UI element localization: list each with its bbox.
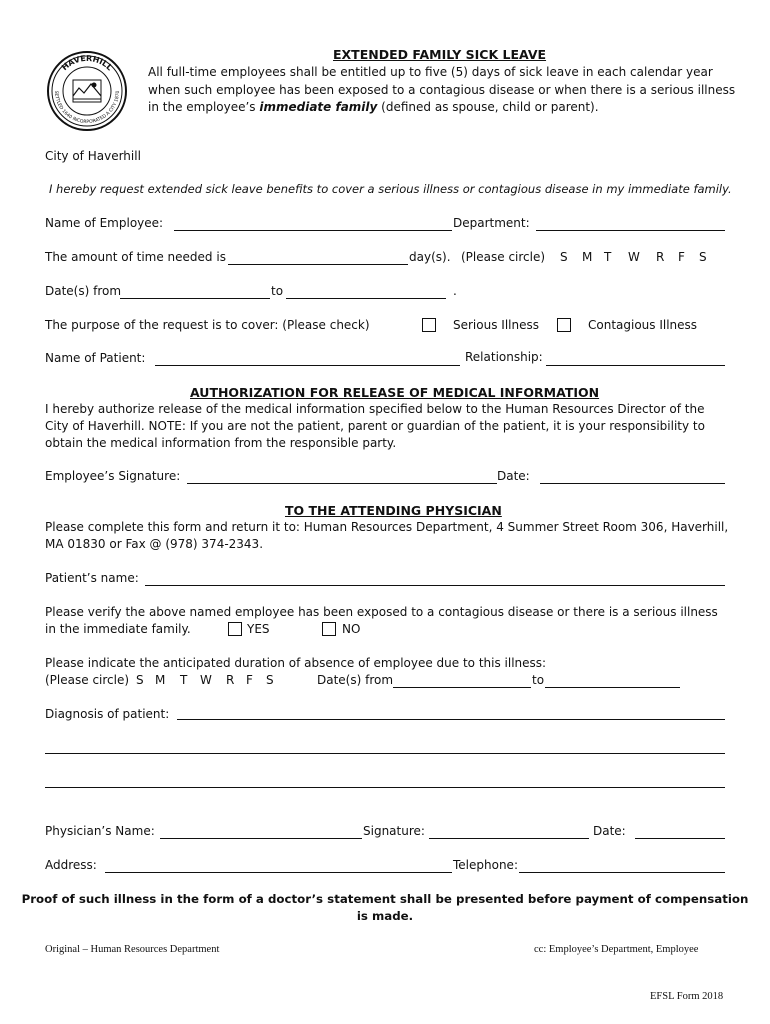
diagnosis-field-line-3[interactable] xyxy=(45,787,725,788)
physician-signature-label: Signature: xyxy=(363,824,425,838)
signature-date-label: Date: xyxy=(497,469,530,483)
duration-weekday-m[interactable]: M xyxy=(155,673,166,687)
physician-line-1: Please complete this form and return it to: Human Resources Department, 4 Summer Street Room 306, Haverhill, xyxy=(45,520,729,534)
serious-illness-checkbox[interactable] xyxy=(422,318,436,332)
signature-date-field[interactable] xyxy=(540,483,725,484)
verify-line-2: in the immediate family. xyxy=(45,622,191,636)
weekday-f[interactable]: F xyxy=(678,250,685,264)
no-checkbox[interactable] xyxy=(322,622,336,636)
circle-instruction: (Please circle) xyxy=(461,250,546,264)
duration-to-label: to xyxy=(532,673,545,687)
to-label: to xyxy=(271,284,284,298)
patient-name-label: Patient’s name: xyxy=(45,571,139,585)
duration-date-from-field[interactable] xyxy=(393,687,531,688)
duration-weekday-r[interactable]: R xyxy=(226,673,235,687)
weekday-t[interactable]: T xyxy=(604,250,612,264)
patient-name-field[interactable] xyxy=(155,365,460,366)
authorization-line-3: obtain the medical information from the responsible party. xyxy=(45,436,397,450)
contagious-illness-label: Contagious Illness xyxy=(588,318,698,332)
duration-weekday-f[interactable]: F xyxy=(246,673,253,687)
patient-label: Name of Patient: xyxy=(45,351,146,365)
diagnosis-field-line-1[interactable] xyxy=(177,719,725,720)
physician-signature-field[interactable] xyxy=(429,838,589,839)
duration-weekday-t[interactable]: T xyxy=(180,673,188,687)
relationship-label: Relationship: xyxy=(465,350,543,364)
address-label: Address: xyxy=(45,858,97,872)
request-statement: I hereby request extended sick leave benefits to cover a serious illness or contagious disease in my immediate family. xyxy=(49,182,732,196)
duration-line-1: Please indicate the anticipated duration of absence of employee due to this illness: xyxy=(45,656,547,670)
days-label: day(s). xyxy=(409,250,451,264)
physician-patient-name-field[interactable] xyxy=(145,585,725,586)
telephone-label: Telephone: xyxy=(453,858,518,872)
intro-line-3: in the employee’s immediate family (defined as spouse, child or parent). xyxy=(148,100,599,114)
duration-weekday-s2[interactable]: S xyxy=(266,673,274,687)
physician-line-2: MA 01830 or Fax @ (978) 374-2343. xyxy=(45,537,264,551)
proof-line-2: is made. xyxy=(356,909,414,923)
duration-date-to-field[interactable] xyxy=(545,687,680,688)
duration-circle-instruction: (Please circle) xyxy=(45,673,130,687)
physician-name-field[interactable] xyxy=(160,838,362,839)
duration-dates-from-label: Date(s) from xyxy=(317,673,394,687)
authorization-line-2: City of Haverhill. NOTE: If you are not the patient, parent or guardian of the patient, it is your responsibility to xyxy=(45,419,705,433)
date-from-field[interactable] xyxy=(120,298,270,299)
serious-illness-label: Serious Illness xyxy=(453,318,539,332)
yes-label: YES xyxy=(247,622,270,636)
footer-cc: cc: Employee’s Department, Employee xyxy=(534,944,699,955)
no-label: NO xyxy=(342,622,361,636)
time-needed-field[interactable] xyxy=(228,264,408,265)
city-name: City of Haverhill xyxy=(45,149,141,163)
physician-date-field[interactable] xyxy=(635,838,725,839)
city-seal-logo xyxy=(46,50,128,132)
dates-from-label: Date(s) from xyxy=(45,284,122,298)
form-id: EFSL Form 2018 xyxy=(650,991,724,1002)
authorization-line-1: I hereby authorize release of the medical information specified below to the Human Resources Director of the xyxy=(45,402,705,416)
weekday-r[interactable]: R xyxy=(656,250,665,264)
diagnosis-label: Diagnosis of patient: xyxy=(45,707,170,721)
seal-top-text: HAVERHILL xyxy=(59,53,115,73)
time-needed-label: The amount of time needed is xyxy=(45,250,226,264)
employee-signature-label: Employee’s Signature: xyxy=(45,469,181,483)
dates-period: . xyxy=(453,284,457,298)
duration-weekday-w[interactable]: W xyxy=(200,673,212,687)
physician-name-label: Physician’s Name: xyxy=(45,824,155,838)
intro-line-1: All full-time employees shall be entitled up to five (5) days of sick leave in each calendar year xyxy=(148,65,713,79)
yes-checkbox[interactable] xyxy=(228,622,242,636)
employee-name-field[interactable] xyxy=(174,230,452,231)
purpose-label: The purpose of the request is to cover: (Please check) xyxy=(45,318,370,332)
footer-original: Original – Human Resources Department xyxy=(45,944,220,955)
physician-date-label: Date: xyxy=(593,824,626,838)
contagious-illness-checkbox[interactable] xyxy=(557,318,571,332)
date-to-field[interactable] xyxy=(286,298,446,299)
relationship-field[interactable] xyxy=(546,365,725,366)
authorization-heading: AUTHORIZATION FOR RELEASE OF MEDICAL INFORMATION xyxy=(190,385,600,400)
weekday-s1[interactable]: S xyxy=(560,250,568,264)
weekday-m[interactable]: M xyxy=(582,250,593,264)
employee-name-label: Name of Employee: xyxy=(45,216,164,230)
duration-weekday-s1[interactable]: S xyxy=(136,673,144,687)
diagnosis-field-line-2[interactable] xyxy=(45,753,725,754)
address-field[interactable] xyxy=(105,872,452,873)
department-field[interactable] xyxy=(536,230,725,231)
form-title: EXTENDED FAMILY SICK LEAVE xyxy=(333,47,547,62)
verify-line-1: Please verify the above named employee has been exposed to a contagious disease or there is a serious illness xyxy=(45,605,718,619)
employee-signature-field[interactable] xyxy=(187,483,497,484)
intro-line-2: when such employee has been exposed to a contagious disease or when there is a serious illness xyxy=(148,83,736,97)
proof-line-1: Proof of such illness in the form of a doctor’s statement shall be presented before payment of compensation xyxy=(21,892,749,906)
department-label: Department: xyxy=(453,216,530,230)
physician-heading: TO THE ATTENDING PHYSICIAN xyxy=(285,503,502,518)
weekday-w[interactable]: W xyxy=(628,250,640,264)
telephone-field[interactable] xyxy=(519,872,725,873)
weekday-s2[interactable]: S xyxy=(699,250,707,264)
seal-bottom-text: SETTLED 1640 INCORPORATED A CITY 1870 xyxy=(52,90,122,126)
